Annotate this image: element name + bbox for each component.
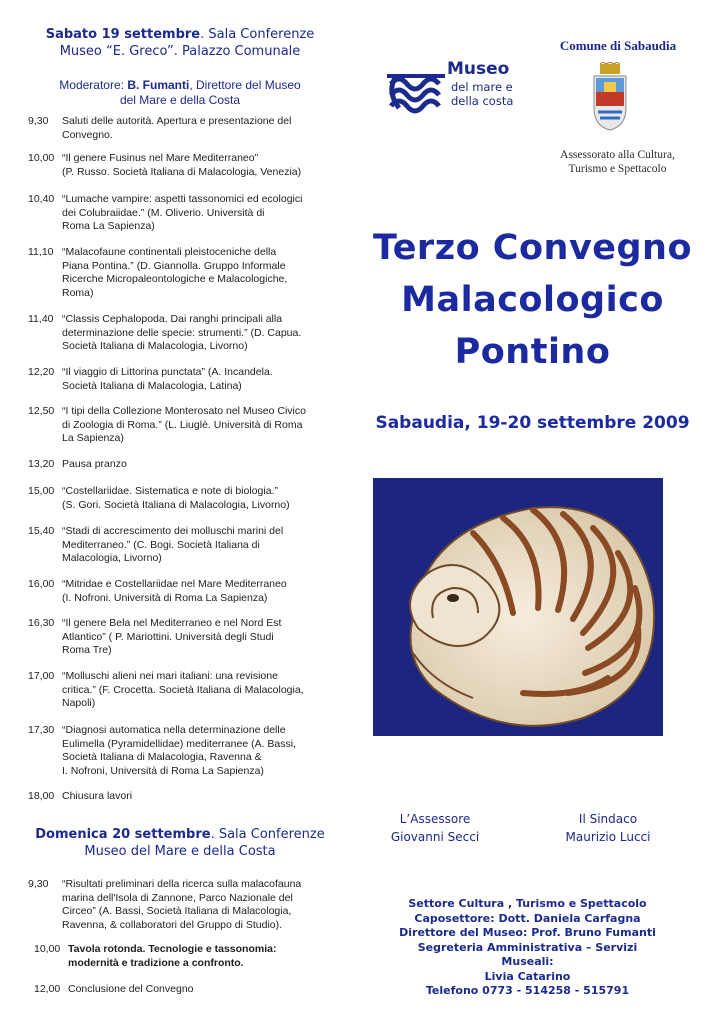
title-line: Terzo Convegno [372, 228, 693, 268]
item-time: 11,40 [28, 313, 54, 325]
contact-line: Segreteria Amministrativa – Servizi Museali: [417, 940, 638, 968]
sunday-date: Domenica 20 settembre [35, 827, 211, 842]
assessorato [540, 148, 695, 176]
program-item [28, 485, 328, 515]
item-text: Società Italiana di Malacologia, Latina) [62, 379, 242, 392]
item-text: Convegno. [62, 128, 113, 141]
program-item [28, 578, 328, 608]
assessorato-line: Turismo e Spettacolo [568, 163, 667, 175]
item-text: Chiusura lavori [62, 790, 133, 802]
item-time: 9,30 [28, 878, 49, 890]
event-date: Sabaudia, 19-20 settembre 2009 [375, 413, 690, 433]
item-text: di Zoologia di Roma.” (L. Liuglè. Università di Roma [62, 418, 303, 431]
item-text: La Sapienza) [62, 432, 124, 444]
coat-of-arms-icon [590, 62, 630, 132]
program-item [28, 878, 333, 934]
item-time: 9,30 [28, 115, 49, 127]
moderator-role-line2: del Mare e della Costa [119, 93, 241, 107]
program-item [28, 152, 328, 182]
item-text: “Il genere Bela nel Mediterraneo e nel Nord Est [62, 617, 282, 629]
signature-role: L’Assessore [399, 812, 471, 826]
saturday-heading [20, 26, 340, 60]
program-item [28, 366, 328, 396]
saturday-venue-line2: Museo “E. Greco”. Palazzo Comunale [59, 44, 301, 59]
program-item [34, 943, 334, 973]
item-text: Società Italiana di Malacologia, Livorno) [62, 340, 248, 352]
item-time: 15,40 [28, 525, 55, 537]
sindaco-signature [548, 811, 668, 845]
item-text: marina dell'Isola di Zannone, Parco Nazionale del [62, 891, 293, 904]
sunday-venue-line2: Museo del Mare e della Costa [84, 844, 276, 859]
item-text: “Risultati preliminari della ricerca sulla malacofauna [62, 878, 302, 890]
item-time: 11,10 [28, 246, 54, 258]
assessore-signature [380, 811, 490, 845]
moderator-label: Moderatore: [59, 78, 128, 92]
program-item [28, 193, 328, 235]
item-text: Roma La Sapienza) [62, 220, 155, 232]
event-title [355, 222, 710, 378]
item-text: Roma) [62, 286, 94, 299]
item-text: Piana Pontina.” (D. Giannolla. Gruppo Informale [62, 259, 286, 272]
item-text: Tavola rotonda. Tecnologie e tassonomia: [68, 943, 277, 955]
moderator-name: B. Fumanti [127, 78, 190, 92]
sunday-venue: . Sala Conferenze [210, 827, 325, 842]
item-text: “Mitridae e Costellariidae nel Mare Mediterraneo [62, 578, 287, 590]
nautilus-shell-image [373, 478, 663, 736]
contact-line: Settore Cultura , Turismo e Spettacolo [408, 897, 647, 910]
moderator-role: , Direttore del Museo [189, 78, 301, 92]
program-item [28, 790, 328, 806]
item-text: Ravenna, & collaboratori del Gruppo di Studio). [62, 918, 283, 931]
item-time: 15,00 [28, 485, 55, 497]
wave-logo-icon [385, 64, 447, 122]
logo-subtitle-2: della costa [451, 94, 514, 108]
program-item [34, 983, 334, 999]
item-text: “Il genere Fusinus nel Mare Mediterraneo” [62, 152, 259, 164]
item-text: dei Colubraiidae.” (M. Oliverio. Università di [62, 206, 265, 219]
item-text: Roma Tre) [62, 644, 112, 656]
program-item [28, 724, 328, 780]
item-text: “Stadi di accrescimento dei molluschi marini del [62, 525, 284, 537]
item-text: Malacologia, Livorno) [62, 552, 162, 564]
item-time: 13,20 [28, 458, 55, 470]
item-time: 17,30 [28, 724, 55, 736]
item-text: Atlantico” ( P. Mariottini. Università degli Studi [62, 630, 274, 643]
item-text: “Malacofaune continentali pleistoceniche della [62, 246, 277, 258]
item-text: “Molluschi alieni nei mari italiani: una revisione [62, 670, 278, 682]
sunday-heading [10, 826, 350, 860]
museum-logo [385, 58, 520, 128]
item-time: 10,00 [34, 943, 61, 955]
item-text: Pausa pranzo [62, 458, 127, 470]
program-item [28, 617, 328, 659]
signature-role: Il Sindaco [578, 812, 638, 826]
item-text: modernità e tradizione a confronto. [68, 956, 244, 969]
contact-info [395, 897, 660, 999]
item-text: Ricerche Micropaleontologiche e Malacologiche, [62, 273, 288, 285]
logo-subtitle: del mare e [451, 80, 513, 94]
program-item [28, 670, 328, 712]
item-text: Napoli) [62, 697, 96, 709]
program-item [28, 525, 328, 567]
logo-title: Museo [447, 59, 510, 79]
item-text: Circeo” (A. Bassi, Società Italiana di Malacologia, [62, 905, 292, 917]
item-text: Società Italiana di Malacologia, Ravenna & [62, 751, 262, 763]
contact-line: Caposettore: Dott. Daniela Carfagna [414, 911, 641, 925]
saturday-date: Sabato 19 settembre [45, 27, 201, 42]
contact-line: Telefono 0773 - 514258 - 515791 [425, 984, 630, 997]
item-time: 12,20 [28, 366, 55, 378]
item-time: 12,50 [28, 405, 55, 417]
item-text: Eulimella (Pyramidellidae) mediterranee (A. Bassi, [62, 737, 297, 750]
item-text: “I tipi della Collezione Monterosato nel Museo Civico [62, 405, 306, 417]
item-time: 10,00 [28, 152, 55, 164]
saturday-venue: . Sala Conferenze [200, 27, 315, 42]
item-time: 10,40 [28, 193, 55, 205]
item-time: 18,00 [28, 790, 55, 802]
signature-name: Giovanni Secci [390, 830, 480, 844]
item-text: “Diagnosi automatica nella determinazione delle [62, 724, 286, 736]
item-text: “Il viaggio di Littorina punctata” (A. Incandela. [62, 366, 273, 378]
program-item [28, 115, 328, 145]
program-item [28, 405, 328, 447]
program-item [28, 246, 328, 302]
title-line: Pontino [454, 332, 611, 372]
contact-line: Direttore del Museo: Prof. Bruno Fumanti [399, 926, 656, 939]
item-text: Saluti delle autorità. Apertura e presentazione del [62, 115, 292, 127]
item-text: Mediterraneo.” (C. Bogi. Società Italiana di [62, 538, 260, 551]
item-text: (P. Russo. Società Italiana di Malacologia, Venezia) [62, 165, 302, 178]
item-text: Conclusione del Convegno [68, 983, 194, 995]
program-item [28, 458, 328, 474]
item-text: determinazione delle specie: strumenti.” (D. Capua. [62, 326, 302, 339]
moderator [20, 78, 340, 108]
item-text: (S. Gori. Società Italiana di Malacologia, Livorno) [62, 498, 290, 511]
item-text: “Classis Cephalopoda. Dai ranghi principali alla [62, 313, 283, 325]
item-text: I. Nofroni, Università di Roma La Sapienza) [62, 764, 264, 777]
item-text: critica.” (F. Crocetta. Società Italiana di Malacologia, [62, 683, 304, 696]
title-line: Malacologico [401, 280, 664, 320]
signature-name: Maurizio Lucci [565, 830, 651, 844]
item-text: (I. Nofroni. Università di Roma La Sapienza) [62, 591, 268, 604]
assessorato-line: Assessorato alla Cultura, [560, 149, 675, 161]
contact-line: Livia Catarino [484, 969, 571, 983]
item-time: 16,00 [28, 578, 55, 590]
item-time: 17,00 [28, 670, 55, 682]
comune-label: Comune di Sabaudia [559, 38, 677, 53]
item-text: “Lumache vampire: aspetti tassonomici ed ecologici [62, 193, 303, 205]
program-item [28, 313, 328, 355]
item-time: 16,30 [28, 617, 55, 629]
item-time: 12,00 [34, 983, 61, 995]
item-text: “Costellariidae. Sistematica e note di biologia.” [62, 485, 278, 497]
